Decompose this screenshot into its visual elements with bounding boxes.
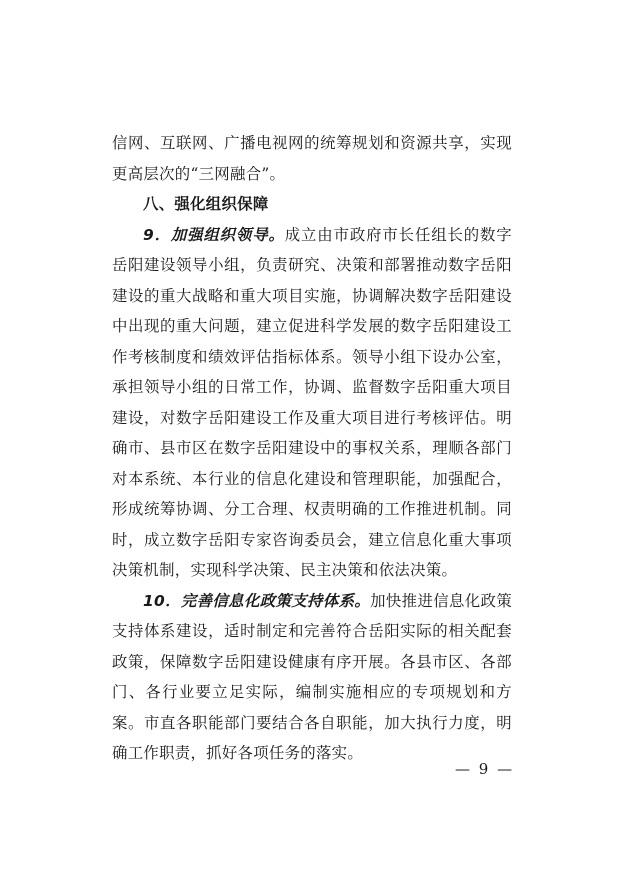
item-10-paragraph	[112, 586, 512, 769]
item-9-paragraph	[112, 220, 512, 586]
page-number: — 9 —	[455, 760, 515, 778]
section-heading: 八、强化组织保障	[143, 195, 269, 213]
continuation-paragraph: 信网、互联网、广播电视网的统筹规划和资源共享，实现更高层次的“三网融合”。	[112, 134, 512, 183]
item-10-lead: 10．完善信息化政策支持体系。	[143, 591, 371, 610]
item-9-body: 成立由市政府市长任组长的数字岳阳建设领导小组，负责研究、决策和部署推动数字岳阳建设的重大战略和重大项目实施，协调解决数字岳阳建设中出现的重大问题，建立促进科学发展的数字岳阳建设工作考核制度和绩效评估指标体系。领导小组下设办公室，承担领导小组的日常工作，协调、监督数字岳阳重大项目建设，对数字岳阳建设工作及重大项目进行考核评估。明确市、县市区在数字岳阳建设中的事权关系，理顺各部门对本系统、本行业的信息化建设和管理职能，加强配合，形成统筹协调、分工合理、权责明确的工作推进机制。同时，成立数字岳阳专家咨询委员会，建立信息化重大事项决策机制，实现科学决策、民主决策和依法决策。	[112, 225, 512, 579]
item-9-lead: 9．加强组织领导。	[143, 225, 285, 244]
item-10-body: 加快推进信息化政策支持体系建设，适时制定和完善符合岳阳实际的相关配套政策，保障数字岳阳建设健康有序开展。各县市区、各部门、各行业要立足实际，编制实施相应的专项规划和方案。市直各职能部门要结合各自职能，加大执行力度，明确工作职责，抓好各项任务的落实。	[112, 591, 513, 762]
page-content	[112, 128, 512, 769]
